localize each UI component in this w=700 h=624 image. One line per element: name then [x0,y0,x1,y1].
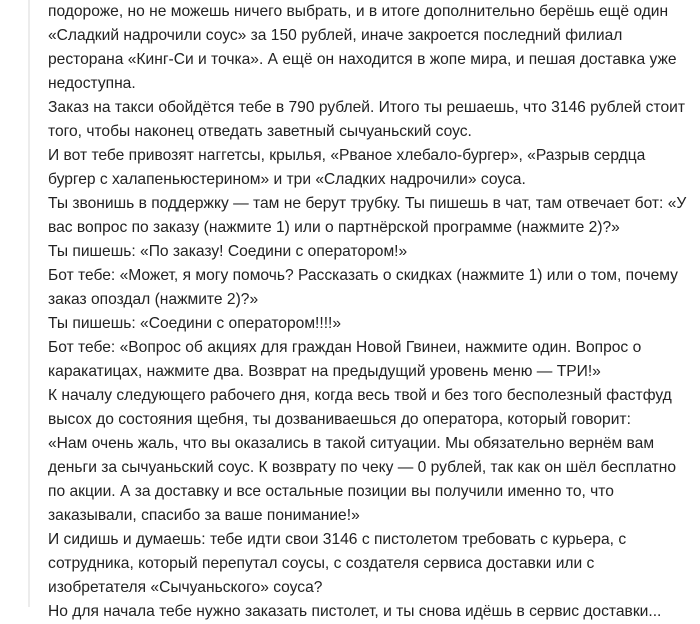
paragraph-12: Но для начала тебе нужно заказать пистолет, и ты снова идёшь в сервис доставки... [48,603,662,620]
article-body [48,0,688,624]
paragraph-8: Бот тебе: «Вопрос об акциях для граждан Новой Гвинеи, нажмите один. Вопрос о каракатицах, нажмите два. Возврат на предыдущий уровень меню — ТРИ!» [48,339,642,380]
paragraph-11: И сидишь и думаешь: тебе идти свои 3146 с пистолетом требовать с курьера, с сотрудника, который перепутал соусы, с создателя сервиса доставки или с изобретателя «Сычуаньского» соуса? [48,531,627,596]
paragraph-3: И вот тебе привозят наггетсы, крылья, «Рваное хлебало-бургер», «Разрыв сердца бургер с халапеньюстерином» и три «Сладких надрочили» соуса. [48,147,646,188]
paragraph-10: «Нам очень жаль, что вы оказались в такой ситуации. Мы обязательно вернём вам деньги за сычуаньский соус. К возврату по чеку — 0 рублей, так как он шёл бесплатно по акции. А за доставку и все остальные позиции вы получили именно то, что заказывали, спасибо за ваше понимание!» [48,435,677,524]
paragraph-9: К началу следующего рабочего дня, когда весь твой и без того бесполезный фастфуд высох до состояния щебня, ты дозваниваешься до оператора, который говорит: [48,387,672,428]
paragraph-1: подороже, но не можешь ничего выбрать, и в итоге дополнительно берёшь ещё один «Сладкий надрочили соус» за 150 рублей, иначе закроется последний филиал ресторана «Кинг-Си и точка». А ещё он находится в жопе мира, и пешая доставка уже недоступна. [48,3,677,92]
paragraph-6: Бот тебе: «Может, я могу помочь? Рассказать о скидках (нажмите 1) или о том, почему заказ опоздал (нажмите 2)?» [48,267,678,308]
paragraph-4: Ты звонишь в поддержку — там не берут трубку. Ты пишешь в чат, там отвечает бот: «У вас вопрос по заказу (нажмите 1) или о партнёрской программе (нажмите 2)?» [48,195,687,236]
content-left-border [28,0,30,607]
paragraph-2: Заказ на такси обойдётся тебе в 790 рублей. Итого ты решаешь, что 3146 рублей стоит того, чтобы наконец отведать заветный сычуаньский соус. [48,99,685,140]
paragraph-5: Ты пишешь: «По заказу! Соедини с оператором!» [48,243,408,260]
paragraph-7: Ты пишешь: «Соедини с оператором!!!!» [48,315,342,332]
